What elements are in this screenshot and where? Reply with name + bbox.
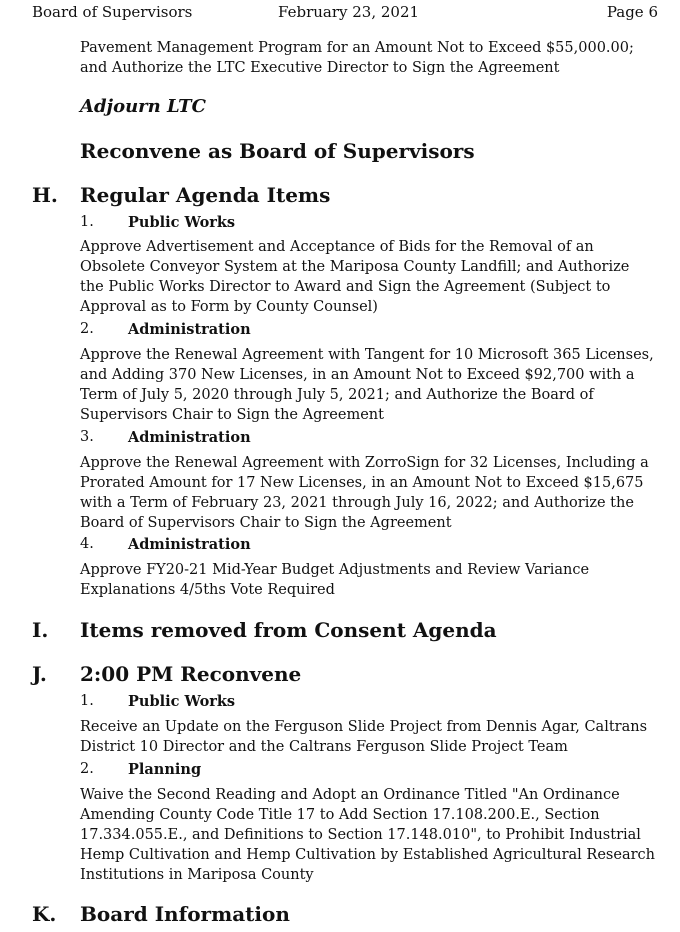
section-h-letter: H. — [32, 183, 58, 207]
header-date: February 23, 2021 — [278, 3, 420, 21]
h-item-3-number: 3. — [80, 429, 94, 445]
section-j-letter: J. — [32, 662, 47, 686]
h-item-1-number: 1. — [80, 214, 94, 230]
j-item-2-title: Planning — [128, 761, 202, 778]
page-header — [0, 3, 680, 23]
section-k-letter: K. — [32, 902, 57, 926]
section-i-title: Items removed from Consent Agenda — [80, 618, 497, 642]
h-item-3-text: Approve the Renewal Agreement with ZorroSign for 32 Licenses, Including a Prorated Amount for 17 New Licenses, in an Amount Not to Exceed $15,675 with a Term of February 23, 2021 through July 16, 2022; and Authorize the Board of Supervisors Chair to Sign the Agreement — [80, 455, 649, 531]
j-item-1-text: Receive an Update on the Ferguson Slide Project from Dennis Agar, Caltrans District 10 Director and the Caltrans Ferguson Slide Project Team — [80, 719, 648, 755]
section-i-letter: I. — [32, 618, 49, 642]
j-item-2-text: Waive the Second Reading and Adopt an Ordinance Titled "An Ordinance Amending County Code Title 17 to Add Section 17.108.200.E., Section 17.334.055.E., and Definitions to Section 17.148.010", to Prohibit Industrial Hemp Cultivation and Hemp Cultivation by Established Agricultural Research Institutions in Mariposa County — [80, 787, 655, 883]
section-k-title: Board Information — [80, 902, 290, 926]
section-j-title: 2:00 PM Reconvene — [80, 662, 302, 686]
h-item-3-title: Administration — [128, 429, 251, 446]
h-item-1-title: Public Works — [128, 214, 236, 231]
j-item-1-number: 1. — [80, 693, 94, 709]
intro-paragraph: Pavement Management Program for an Amount Not to Exceed $55,000.00; and Authorize the LTC Executive Director to Sign the Agreement — [80, 40, 634, 76]
h-item-4-number: 4. — [80, 536, 94, 552]
h-item-2-text: Approve the Renewal Agreement with Tangent for 10 Microsoft 365 Licenses, and Adding 370 New Licenses, in an Amount Not to Exceed $92,700 with a Term of July 5, 2020 through July 5, 2021; and Authorize the Board of Supervisors Chair to Sign the Agreement — [80, 347, 654, 423]
h-item-2-number: 2. — [80, 321, 94, 337]
header-page-number: Page 6 — [606, 3, 658, 21]
h-item-4-text: Approve FY20-21 Mid-Year Budget Adjustments and Review Variance Explanations 4/5ths Vote Required — [80, 562, 590, 598]
h-item-1-text: Approve Advertisement and Acceptance of Bids for the Removal of an Obsolete Conveyor System at the Mariposa County Landfill; and Authorize the Public Works Director to Award and Sign the Agreement (Subject to Approval as to Form by County Counsel) — [80, 239, 630, 315]
h-item-2-title: Administration — [128, 321, 251, 338]
adjourn-heading: Adjourn LTC — [80, 96, 206, 117]
j-item-1-title: Public Works — [128, 693, 236, 710]
h-item-4-title: Administration — [128, 536, 251, 553]
section-h-title: Regular Agenda Items — [80, 183, 331, 207]
header-board-name: Board of Supervisors — [32, 3, 193, 21]
reconvene-heading: Reconvene as Board of Supervisors — [80, 139, 475, 163]
j-item-2-number: 2. — [80, 761, 94, 777]
